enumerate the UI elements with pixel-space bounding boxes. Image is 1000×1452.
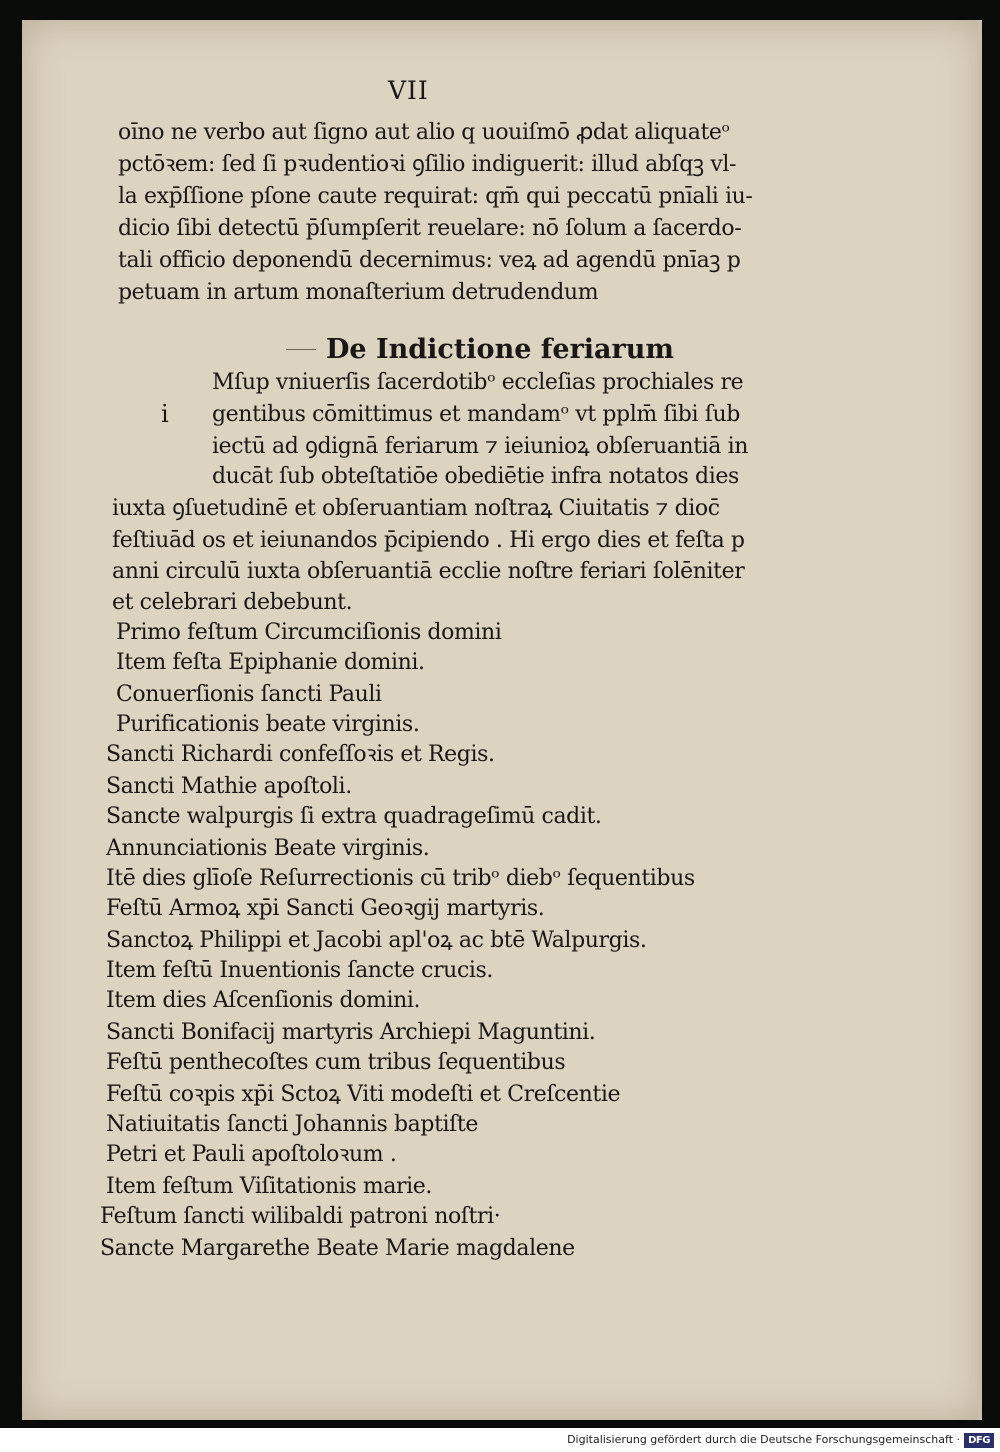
footer-bar [0,1430,1000,1452]
text-line: ducāt ſub obteſtatiōe obediētie infra notatos dies [212,464,739,489]
text-line: anni circulū iuxta obſeruantiā ecclie noſtre feriari ſolēniter [112,559,745,584]
feast-item: Feſtū penthecoſtes cum tribus ſequentibus [106,1050,566,1075]
feast-item: Sancti Bonifacij martyris Archiepi Maguntini. [106,1020,596,1045]
feast-item: Petri et Pauli apoſtoloꝛum . [106,1142,397,1167]
feast-item: Natiuitatis ſancti Johannis baptiſte [106,1112,478,1137]
text-line: tali officio deponendū decernimus: veꝝ ad agendū pnīaꝫ p [118,248,741,273]
text-line: feſtiuād os et ieiunandos p̄cipiendo . Hi ergo dies et feſta p [112,528,745,553]
feast-item: Itē dies glīoſe Reſurrectionis cū tribᵒ diebᵒ ſequentibus [106,866,695,891]
feast-item: Item feſta Epiphanie domini. [116,650,425,675]
text-line: gentibus cōmittimus et mandamᵒ vt pplm̄ ſibi ſub [212,402,740,427]
feast-item: Feſtum ſancti wilibaldi patroni noſtri· [100,1204,501,1229]
feast-item: Sancte Margarethe Beate Marie magdalene [100,1236,575,1261]
feast-item: Conuerſionis ſancti Pauli [116,682,382,707]
page-edge [978,20,982,1420]
dfg-logo: DFG [964,1433,994,1448]
feast-item: Item feſtum Viſitationis marie. [106,1174,433,1199]
text-line: Mſup vniuerſis ſacerdotibᵒ eccleſias prochiales re [212,370,744,395]
feast-item: Sanctoꝝ Philippi et Jacobi apl'oꝝ ac btē Walpurgis. [106,928,647,953]
feast-item: Sancte walpurgis ſi extra quadrageſimū cadit. [106,804,602,829]
text-line: iectū ad ꝯdignā feriarum ⁊ ieiunioꝝ obſeruantiā in [212,434,748,459]
section-heading: De Indictione feriarum [326,334,674,365]
heading-rule [286,349,316,350]
feast-item: Feſtū coꝛpis xp̄i Sctoꝝ Viti modeſti et Creſcentie [106,1082,621,1107]
feast-item: Feſtū Armoꝝ xp̄i Sancti Geoꝛgij martyris. [106,896,545,921]
text-line: oı̄no ne verbo aut ſigno aut alio q uouiſmō ꝓdat aliquateᵒ [118,120,730,145]
text-line: dicio ſibi detectū p̄ſumpſerit reuelare: nō ſolum a ſacerdo‐ [118,216,742,241]
funding-credit: Digitalisierung gefördert durch die Deutsche Forschungsgemeinschaft · [567,1433,960,1446]
feast-item: Sancti Mathie apoſtoli. [106,774,352,799]
text-line: et celebrari debebunt. [112,590,353,615]
feast-item: Primo feſtum Circumciſionis domini [116,620,502,645]
marginal-guide-letter: i [161,400,169,428]
text-line: petuam in artum monaſterium detrudendum [118,280,599,305]
text-line: la exp̄ſſione pſone caute requirat: qm̄ qui peccatū pnīali iu‐ [118,184,753,209]
text-line: iuxta ꝯſuetudinē et obſeruantiam noſtraꝝ Ciuitatis ⁊ dioc̄ [112,496,720,521]
feast-item: Item feſtū Inuentionis ſancte crucis. [106,958,493,983]
feast-item: Annunciationis Beate virginis. [106,836,430,861]
feast-item: Sancti Richardi confeſſoꝛis et Regis. [106,742,495,767]
folio-number: VII [388,76,429,105]
feast-item: Item dies Aſcenſionis domini. [106,988,421,1013]
feast-item: Purificationis beate virginis. [116,712,420,737]
text-line: pctōꝛem: ſed ſi pꝛudentioꝛi ꝯſilio indiguerit: illud abſqꝫ vl‐ [118,152,737,177]
